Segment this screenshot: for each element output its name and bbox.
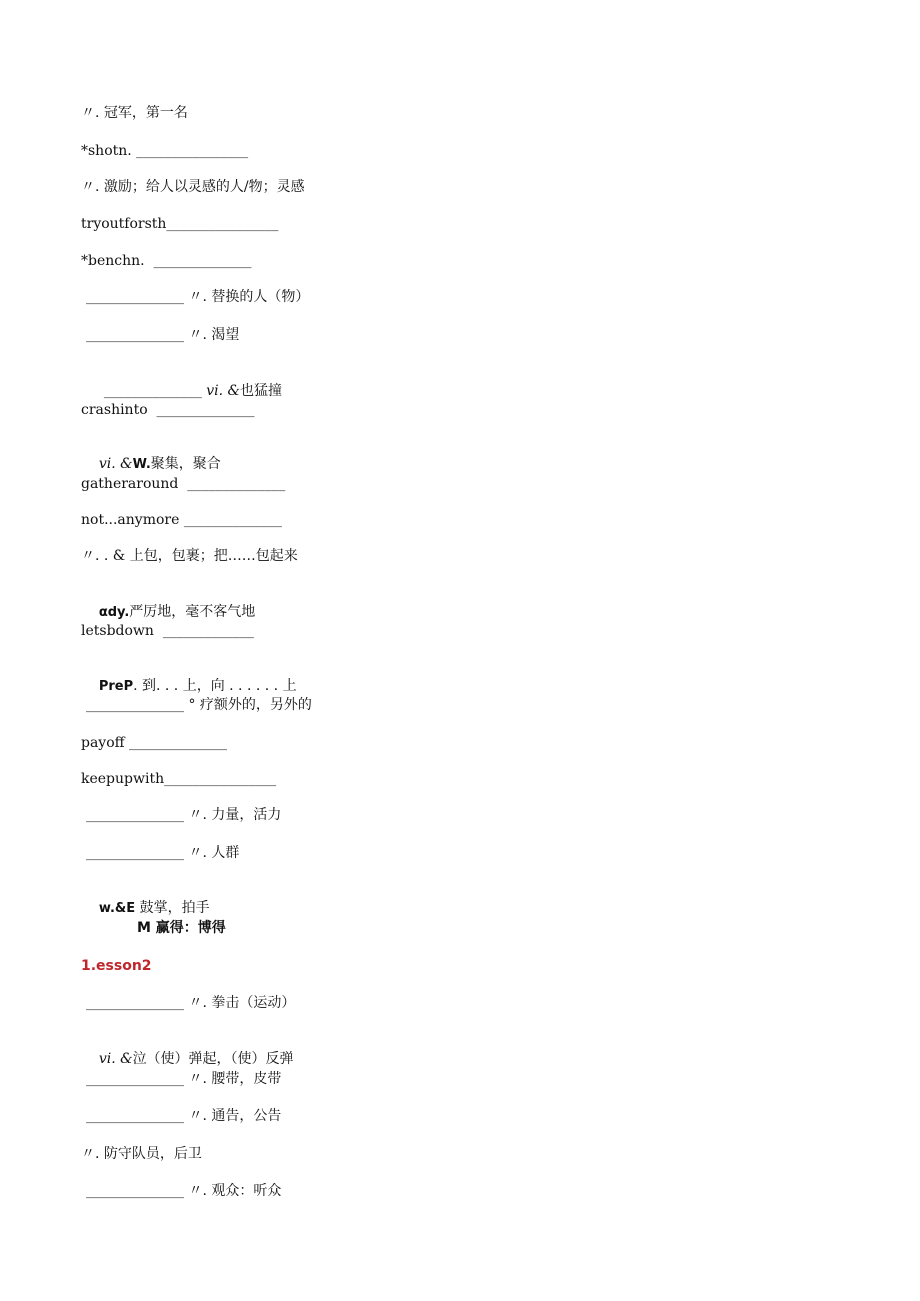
- vocab-line: *benchn. ______________: [81, 253, 252, 269]
- pos-label: vi. &: [98, 1051, 133, 1067]
- definition: 泣（使）弹起，（使）反弹: [132, 1051, 294, 1067]
- vocab-line: M 赢得：博得: [137, 920, 226, 936]
- pos-label: w.&E: [98, 901, 136, 916]
- vocab-line: payoff ______________: [81, 735, 228, 751]
- vocab-line: ______________ 〃. 腰带，皮带: [86, 1071, 282, 1087]
- vocab-line: ______________ 〃. 通告，公告: [86, 1108, 282, 1124]
- definition: 鼓掌，拍手: [135, 900, 210, 916]
- pos-label: vi. &: [206, 383, 241, 399]
- definition: 也猛撞: [240, 383, 283, 399]
- vocab-line: crashinto ______________: [81, 402, 255, 418]
- blank: ______________: [103, 383, 207, 399]
- definition: 严厉地，毫不客气地: [129, 604, 256, 620]
- vocab-line: [81, 881, 210, 916]
- vocab-line: 〃. 防守队员，后卫: [81, 1146, 202, 1162]
- pos-label: W.: [132, 457, 151, 472]
- vocab-line: ______________ 〃. 替换的人（物）: [86, 289, 310, 305]
- vocab-line: ______________ 〃. 渴望: [86, 327, 240, 343]
- pos-label: vi. &: [98, 456, 133, 472]
- vocab-line: *shotn. ________________: [81, 143, 249, 159]
- vocab-line: ______________ 〃. 拳击（运动）: [86, 995, 296, 1011]
- vocab-line: 〃. . & 上包，包裹；把……包起来: [81, 548, 298, 564]
- vocab-line: [81, 437, 221, 472]
- pos-label: PreP: [98, 679, 134, 694]
- vocab-line: tryoutforsth________________: [81, 216, 279, 232]
- vocab-line: 〃. 激励；给人以灵感的人/物；灵感: [81, 179, 305, 195]
- definition: . 到. . . 上，向 . . . . . . 上: [133, 678, 297, 694]
- vocab-line: ______________ 〃. 力量，活力: [86, 807, 282, 823]
- vocab-line: ______________ 〃. 人群: [86, 845, 240, 861]
- pos-label: αdy.: [98, 605, 130, 620]
- vocab-line: keepupwith________________: [81, 771, 277, 787]
- vocab-line: [81, 1032, 294, 1067]
- vocab-line: letsbdown _____________: [81, 623, 254, 639]
- vocab-line: 〃. 冠军，第一名: [81, 105, 188, 121]
- vocab-line: [86, 364, 283, 399]
- vocab-line: not...anymore ______________: [81, 512, 282, 528]
- section-heading: 1.esson2: [81, 958, 152, 974]
- vocab-line: [81, 659, 297, 694]
- vocab-line: gatheraround ______________: [81, 476, 286, 492]
- vocab-line: [81, 585, 256, 620]
- definition: 聚集，聚合: [150, 456, 221, 472]
- vocab-line: ______________ 〃. 观众：听众: [86, 1183, 282, 1199]
- vocab-line: ______________ ° 疗额外的，另外的: [86, 697, 312, 713]
